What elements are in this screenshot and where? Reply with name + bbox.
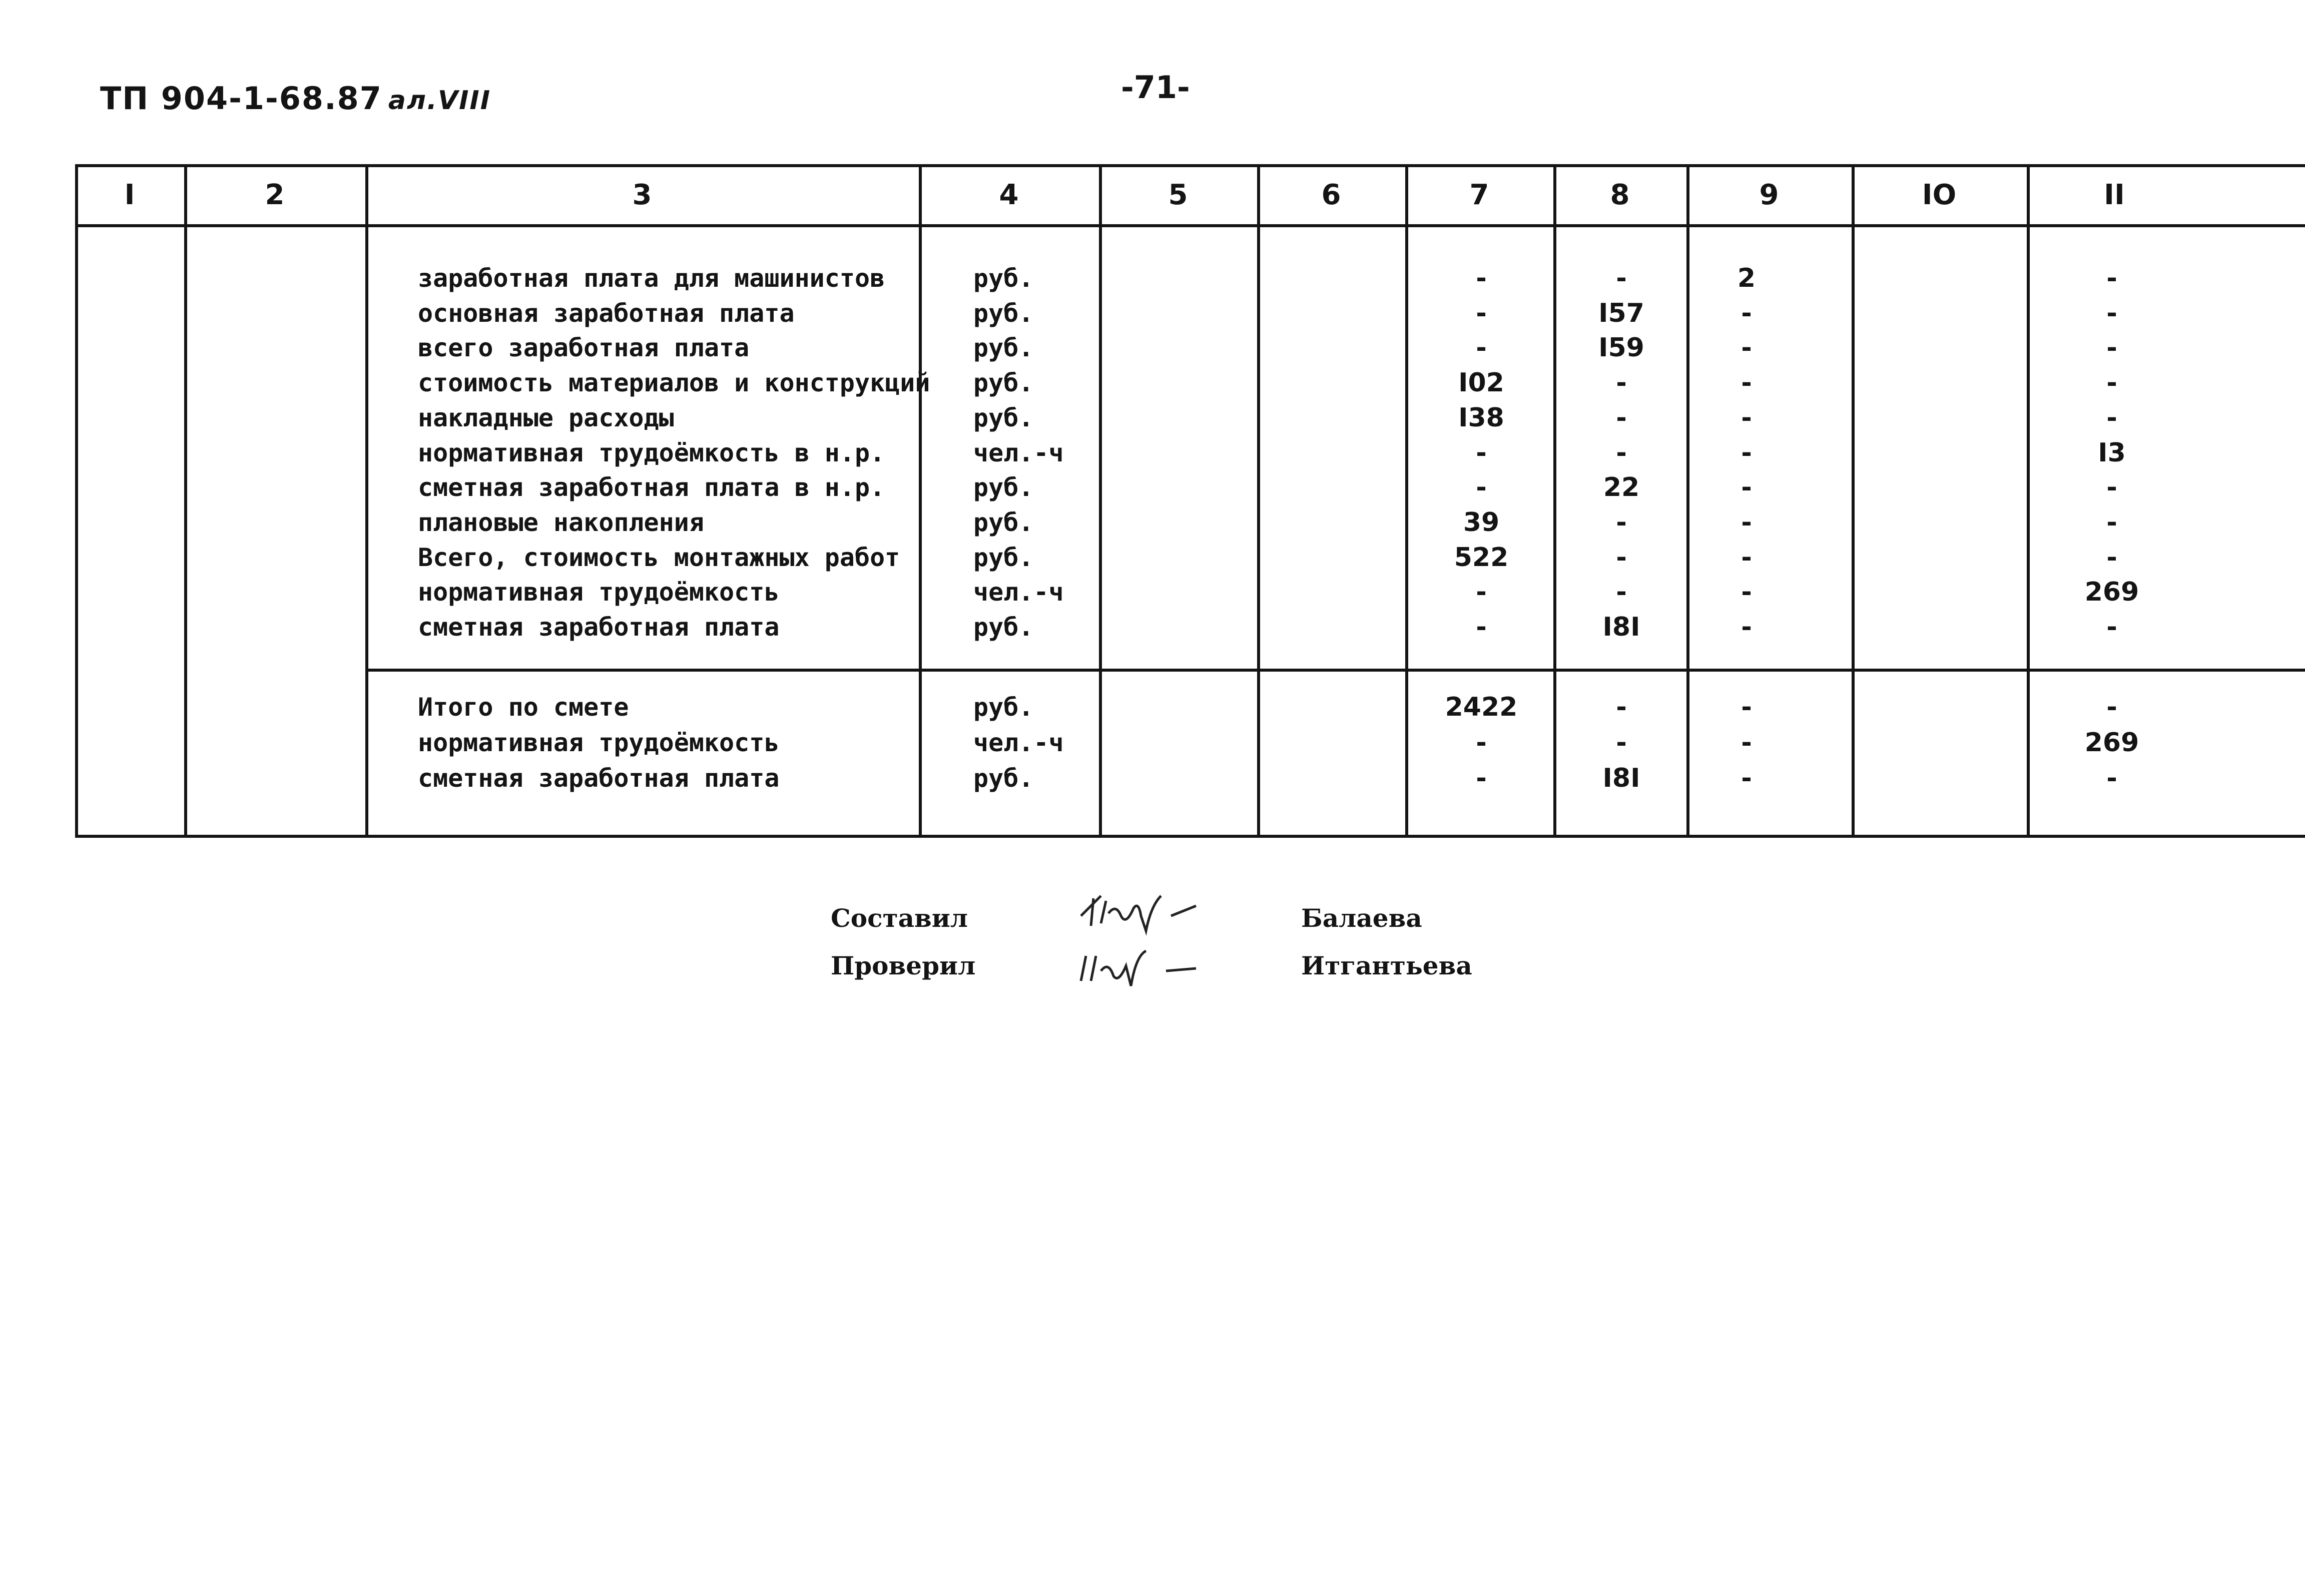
row-value-col9: - — [1741, 402, 1752, 433]
document-code-number: ТП 904-1-68.87 — [100, 80, 382, 117]
row-value-col8: - — [1616, 437, 1627, 468]
row-description: сметная заработная плата — [418, 764, 780, 793]
row-value-col9: - — [1741, 692, 1752, 722]
row-unit: чел.-ч — [973, 578, 1064, 607]
column-header-11: II — [2104, 179, 2125, 211]
row-value-col9: 2 — [1737, 263, 1756, 293]
signature-role-compiled: Составил — [831, 903, 968, 933]
row-value-col11: I3 — [2098, 437, 2126, 468]
row-value-col9: - — [1741, 612, 1752, 642]
row-value-col9: - — [1741, 728, 1752, 758]
row-value-col7: - — [1476, 472, 1487, 503]
row-unit: чел.-ч — [973, 728, 1064, 757]
row-value-col7: I02 — [1458, 368, 1504, 398]
row-value-col7: - — [1476, 333, 1487, 363]
row-value-col8: I8I — [1602, 763, 1640, 793]
table-column-rule-3 — [365, 165, 368, 837]
row-description: заработная плата для машинистов — [418, 264, 885, 293]
row-unit: руб. — [973, 333, 1034, 363]
row-value-col11: - — [2106, 507, 2117, 538]
row-unit: руб. — [973, 543, 1034, 572]
table-column-rule-10 — [1852, 165, 1855, 837]
row-value-col11: - — [2106, 298, 2117, 328]
row-value-col8: - — [1616, 692, 1627, 722]
row-description: плановые накопления — [418, 507, 704, 537]
table-column-rule-6 — [1257, 165, 1260, 837]
row-value-col9: - — [1741, 368, 1752, 398]
row-value-col8: I59 — [1598, 333, 1644, 363]
column-header-7: 7 — [1469, 179, 1489, 211]
row-unit: руб. — [973, 298, 1034, 328]
table-top-rule — [75, 164, 2305, 167]
table-column-rule-7 — [1405, 165, 1408, 837]
row-value-col11: - — [2106, 472, 2117, 503]
signature-mark-checked — [1071, 941, 1241, 991]
document-code-suffix: ал.VIII — [388, 86, 491, 116]
table-column-rule-5 — [1099, 165, 1102, 837]
row-value-col8: - — [1616, 402, 1627, 433]
signature-name-compiled: Балаева — [1301, 903, 1422, 933]
row-value-col9: - — [1741, 577, 1752, 608]
table-section-rule — [368, 669, 2305, 672]
row-value-col7: I38 — [1458, 402, 1504, 433]
column-header-3: 3 — [632, 179, 652, 211]
column-header-4: 4 — [999, 179, 1019, 211]
row-value-col7: - — [1476, 437, 1487, 468]
row-value-col8: I8I — [1602, 612, 1640, 642]
row-value-col7: - — [1476, 612, 1487, 642]
column-header-10: IO — [1922, 179, 1957, 211]
row-value-col8: - — [1616, 577, 1627, 608]
row-unit: руб. — [973, 473, 1034, 502]
row-value-col11: 269 — [2084, 577, 2139, 608]
page-number: -71- — [1121, 69, 1190, 106]
column-header-9: 9 — [1759, 179, 1779, 211]
row-unit: руб. — [973, 368, 1034, 398]
table-column-rule-11 — [2027, 165, 2030, 837]
column-header-2: 2 — [265, 179, 285, 211]
row-value-col7: 2422 — [1445, 692, 1518, 722]
row-value-col11: - — [2106, 263, 2117, 293]
column-header-5: 5 — [1168, 179, 1188, 211]
row-description: Итого по смете — [418, 693, 629, 722]
row-value-col7: - — [1476, 263, 1487, 293]
row-value-col7: 39 — [1463, 507, 1500, 538]
row-value-col9: - — [1741, 507, 1752, 538]
row-value-col9: - — [1741, 437, 1752, 468]
row-value-col8: - — [1616, 368, 1627, 398]
row-value-col7: - — [1476, 763, 1487, 793]
row-value-col11: - — [2106, 368, 2117, 398]
table-header-rule — [75, 224, 2305, 227]
row-value-col8: 22 — [1603, 472, 1640, 503]
row-value-col11: - — [2106, 612, 2117, 642]
table-column-rule-9 — [1686, 165, 1689, 837]
column-header-6: 6 — [1321, 179, 1341, 211]
row-value-col9: - — [1741, 472, 1752, 503]
signature-name-checked: Итгантьева — [1301, 951, 1472, 980]
row-value-col9: - — [1741, 763, 1752, 793]
column-header-8: 8 — [1610, 179, 1630, 211]
row-value-col7: - — [1476, 577, 1487, 608]
row-value-col7: - — [1476, 298, 1487, 328]
row-value-col11: - — [2106, 763, 2117, 793]
row-unit: руб. — [973, 764, 1034, 793]
row-description: сметная заработная плата в н.р. — [418, 473, 885, 502]
row-value-col8: - — [1616, 728, 1627, 758]
row-description: стоимость материалов и конструкций — [418, 368, 930, 398]
row-value-col8: I57 — [1598, 298, 1644, 328]
row-unit: руб. — [973, 693, 1034, 722]
row-description: Всего, стоимость монтажных работ — [418, 543, 900, 572]
row-description: основная заработная плата — [418, 298, 795, 328]
row-value-col11: - — [2106, 333, 2117, 363]
row-value-col11: - — [2106, 692, 2117, 722]
row-value-col9: - — [1741, 333, 1752, 363]
row-value-col11: - — [2106, 542, 2117, 573]
table-column-rule-2 — [184, 165, 187, 837]
row-value-col9: - — [1741, 542, 1752, 573]
row-value-col8: - — [1616, 507, 1627, 538]
row-value-col7: - — [1476, 728, 1487, 758]
row-unit: руб. — [973, 613, 1034, 642]
column-header-1: I — [124, 179, 135, 211]
row-description: нормативная трудоёмкость — [418, 728, 780, 757]
row-unit: руб. — [973, 507, 1034, 537]
table-column-rule-1 — [75, 165, 78, 837]
row-description: нормативная трудоёмкость — [418, 578, 780, 607]
row-value-col11: 269 — [2084, 728, 2139, 758]
row-description: всего заработная плата — [418, 333, 750, 363]
row-value-col8: - — [1616, 263, 1627, 293]
row-value-col7: 522 — [1454, 542, 1509, 573]
signature-mark-compiled — [1071, 886, 1241, 936]
table-bottom-rule — [75, 835, 2305, 838]
row-value-col11: - — [2106, 402, 2117, 433]
row-value-col9: - — [1741, 298, 1752, 328]
signature-role-checked: Проверил — [831, 951, 976, 980]
row-unit: чел.-ч — [973, 438, 1064, 467]
row-unit: руб. — [973, 403, 1034, 432]
row-description: сметная заработная плата — [418, 613, 780, 642]
row-description: накладные расходы — [418, 403, 674, 432]
table-column-rule-4 — [919, 165, 922, 837]
row-unit: руб. — [973, 264, 1034, 293]
row-value-col8: - — [1616, 542, 1627, 573]
row-description: нормативная трудоёмкость в н.р. — [418, 438, 885, 467]
